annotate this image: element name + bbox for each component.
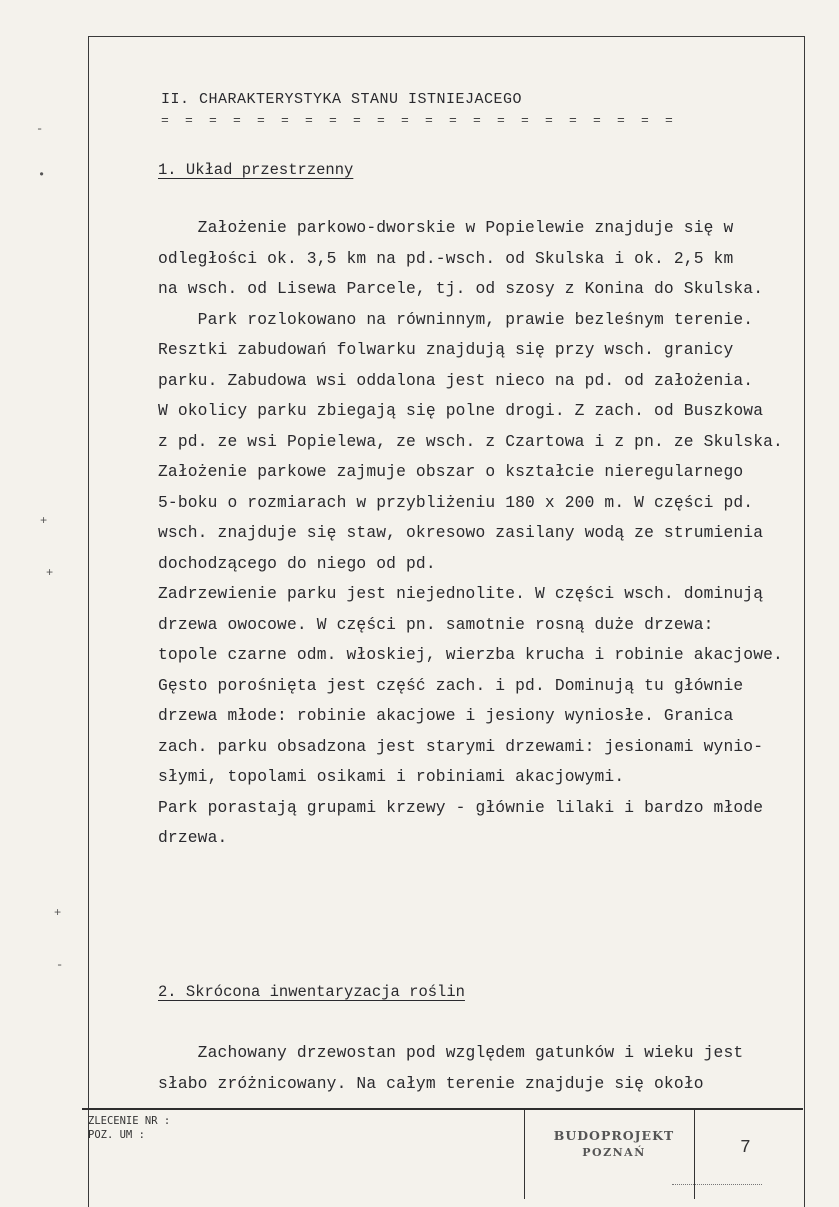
page-number: 7 — [740, 1138, 751, 1158]
body-text-line: odległości ok. 3,5 km na pd.-wsch. od Skulska i ok. 2,5 km — [158, 248, 734, 268]
body-text-line: parku. Zabudowa wsi oddalona jest nieco na pd. od założenia. — [158, 370, 754, 390]
body-text-line: Park porastają grupami krzewy - głównie lilaki i bardzo młode — [158, 797, 764, 817]
bottom-scribble — [672, 1184, 762, 1185]
margin-mark: - — [36, 122, 44, 136]
chapter-heading: II. CHARAKTERYSTYKA STANU ISTNIEJACEGO — [161, 91, 523, 108]
margin-mark: • — [38, 168, 46, 182]
margin-mark: + — [46, 566, 54, 580]
body-text-line: Gęsto porośnięta jest część zach. i pd. Dominują tu głównie — [158, 675, 744, 695]
body-text-line: słymi, topolami osikami i robiniami akacjowymi. — [158, 767, 625, 786]
body-text-line: Resztki zabudowań folwarku znajdują się przy wsch. granicy — [158, 340, 734, 359]
body-text-line: Park rozlokowano na równinnym, prawie bezleśnym terenie. — [158, 309, 754, 329]
footer-divider-vertical — [524, 1110, 525, 1199]
margin-mark: - — [56, 958, 64, 972]
company-stamp — [540, 1128, 688, 1159]
margin-mark: + — [54, 906, 62, 920]
stamp-city: POZNAŃ — [582, 1146, 646, 1159]
body-text-line: Założenie parkowo-dworskie w Popielewie znajduje się w — [158, 218, 734, 237]
body-text-line: drzewa młode: robinie akacjowe i jesiony wyniosłe. Granica — [158, 706, 734, 725]
heading-underline-rule: = = = = = = = = = = = = = = = = = = = = = = — [161, 113, 678, 128]
footer-divider-vertical — [694, 1110, 695, 1199]
body-text-line: słabo zróżnicowany. Na całym terenie znajduje się około — [158, 1073, 704, 1093]
section-2-title: 2. Skrócona inwentaryzacja roślin — [158, 983, 465, 1001]
body-text-line: Zachowany drzewostan pod względem gatunków i wieku jest — [158, 1043, 744, 1062]
body-text-line: zach. parku obsadzona jest starymi drzewami: jesionami wynio- — [158, 736, 764, 756]
body-text-line: Zadrzewienie parku jest niejednolite. W części wsch. dominują — [158, 584, 764, 603]
order-number-label: ZLECENIE NR : — [88, 1115, 171, 1127]
position-label: POZ. UM : — [88, 1129, 145, 1141]
body-text-line: dochodzącego do niego od pd. — [158, 553, 436, 573]
footer-labels — [88, 1114, 170, 1142]
body-text-line: z pd. ze wsi Popielewa, ze wsch. z Czartowa i z pn. ze Skulska. — [158, 431, 783, 451]
body-text-line: W okolicy parku zbiegają się polne drogi. Z zach. od Buszkowa — [158, 401, 764, 420]
body-text-line: na wsch. od Lisewa Parcele, tj. od szosy z Konina do Skulska. — [158, 279, 764, 298]
body-text-line: drzewa. — [158, 828, 228, 847]
body-text-line: topole czarne odm. włoskiej, wierzba krucha i robinie akacjowe. — [158, 645, 783, 664]
body-text-line: wsch. znajduje się staw, okresowo zasilany wodą ze strumienia — [158, 523, 764, 542]
body-text-line: 5-boku o rozmiarach w przybliżeniu 180 x 200 m. W części pd. — [158, 492, 754, 512]
body-text-line: Założenie parkowe zajmuje obszar o kształcie nieregularnego — [158, 462, 744, 481]
margin-mark: + — [40, 514, 48, 528]
section-1-title: 1. Układ przestrzenny — [158, 161, 354, 179]
stamp-company-name: BUDOPROJEKT — [553, 1128, 675, 1143]
body-text-line: drzewa owocowe. W części pn. samotnie rosną duże drzewa: — [158, 614, 714, 634]
